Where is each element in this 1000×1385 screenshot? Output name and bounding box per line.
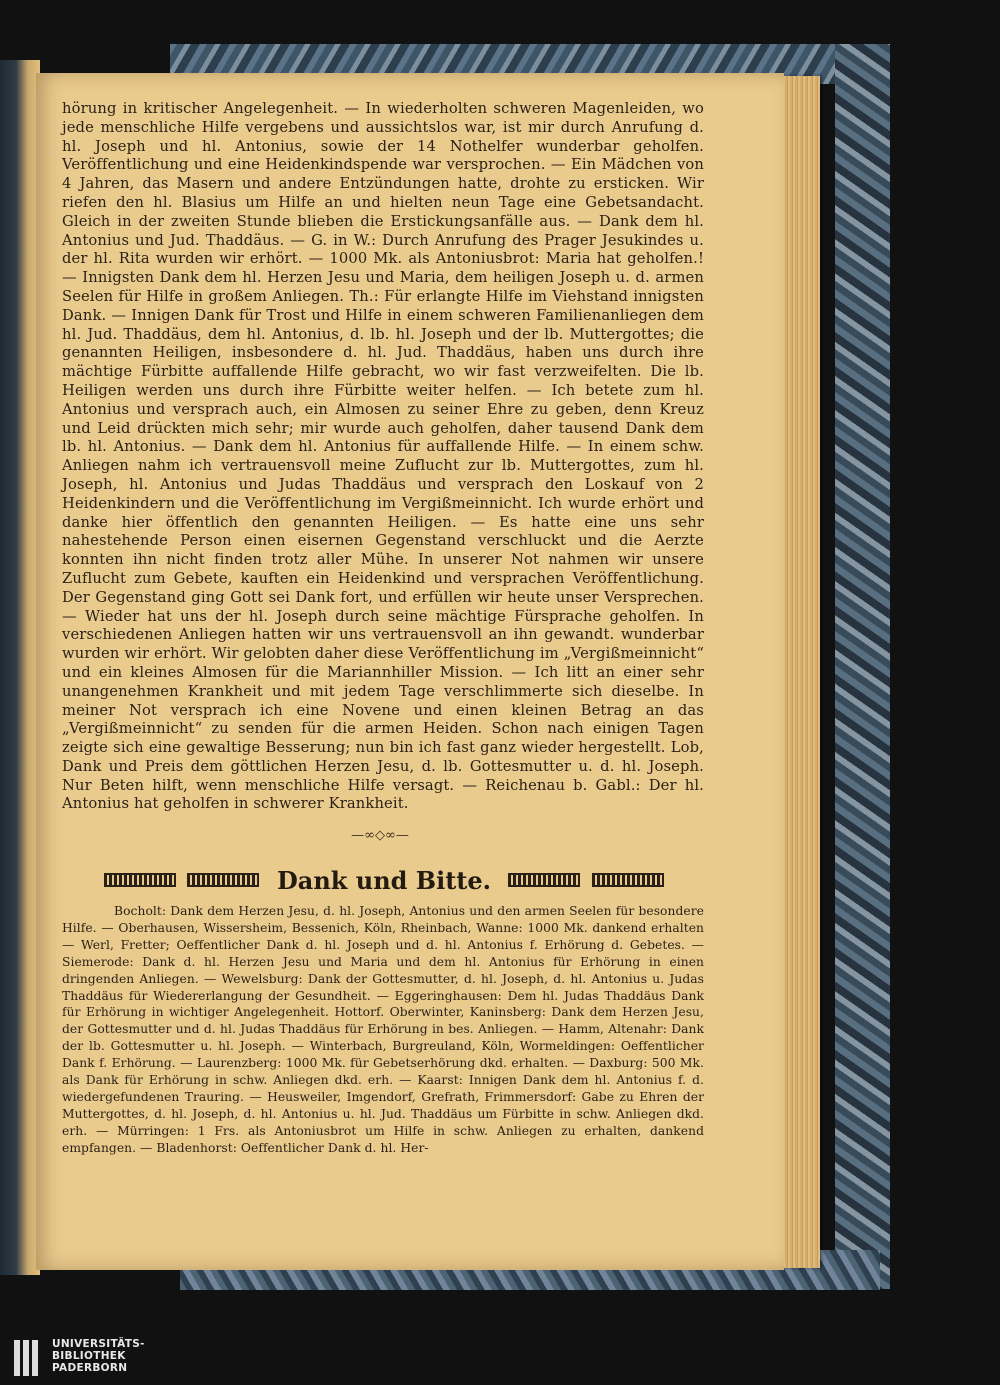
section-heading-row xyxy=(104,860,664,900)
logo-line-2: BIBLIOTHEK xyxy=(52,1350,126,1362)
page-stack-edge xyxy=(780,76,820,1268)
ornament-divider: —∞◇∞— xyxy=(351,828,409,843)
library-logo-icon xyxy=(14,1340,46,1376)
ornamental-band-right-2 xyxy=(592,873,664,887)
small-print-paragraph: Bocholt: Dank dem Herzen Jesu, d. hl. Joseph, Antonius und den armen Seelen für besondere Hilfe. — Oberhausen, Wissersheim, Bessenich, Köln, Rheinbach, Wanne: 1000 Mk. dankend erhalten — Werl, Fretter; Oeffentlicher Dank d. hl. Joseph und d. hl. Antonius f. Erhörung d. Gebetes. — Siemerode: Dank d. hl. Herzen Jesu und Maria und dem hl. Antonius für Erhörung in einen dringenden Anliegen. — Wewelsburg: Dank der Gottesmutter, d. hl. Joseph, d. hl. Antonius u. Judas Thaddäus für Wiedererlangung der Gesundheit. — Eggeringhausen: Dem hl. Judas Thaddäus Dank für Erhörung in wichtiger Angelegenheit. Hottorf. Oberwinter, Kaninsberg: Dank dem Herzen Jesu, der Gottesmutter und d. hl. Judas Thaddäus für Erhörung in bes. Anliegen. — Hamm, Altenahr: Dank der lb. Gottesmutter u. hl. Joseph. — Winterbach, Burgreuland, Köln, Wormeldingen: Oeffentlicher Dank f. Erhörung. — Laurenzberg: 1000 Mk. für Gebetserhörung dkd. erhalten. — Daxburg: 500 Mk. als Dank für Erhörung in schw. Anliegen dkd. erh. — Kaarst: Innigen Dank dem hl. Antonius f. d. wiedergefundenen Trauring. — Heusweiler, Imgendorf, Grefrath, Frimmersdorf: Gabe zu Ehren der Muttergottes, d. hl. Joseph, d. hl. Antonius u. hl. Jud. Thaddäus um Fürbitte in schw. Anliegen dkd. erh. — Mürringen: 1 Frs. als Antoniusbrot um Hilfe in schw. Anliegen zu erhalten, dankend empfangen. — Bladenhorst: Oeffentlicher Dank d. hl. Her- xyxy=(62,904,704,1155)
ornamental-band-right-1 xyxy=(508,873,580,887)
logo-line-1: UNIVERSITÄTS- xyxy=(52,1338,145,1350)
library-logo-text xyxy=(52,1338,212,1374)
ornamental-band-left-2 xyxy=(187,873,259,887)
logo-line-3: PADERBORN xyxy=(52,1362,128,1374)
section-heading: Dank und Bitte. xyxy=(276,865,491,895)
marbled-cover-right xyxy=(835,44,890,1289)
left-page-edge xyxy=(0,60,40,1275)
ornamental-band-left-1 xyxy=(104,873,176,887)
body-paragraph: hörung in kritischer Angelegenheit. — In wiederholten schweren Magenleiden, wo jede menschliche Hilfe vergebens und aussichtslos war, ist mir durch Anrufung d. hl. Joseph und hl. Antonius, sowie der 14 Nothelfer wunderbar geholfen. Veröffentlichung und eine Heidenkindspende war versprochen. — Ein Mädchen von 4 Jahren, das Masern und andere Entzündungen hatte, drohte zu ersticken. Wir riefen den hl. Blasius um Hilfe an und hielten neun Tage eine Gebetsandacht. Gleich in der zweiten Stunde blieben die Erstickungsanfälle aus. — Dank dem hl. Antonius und Jud. Thaddäus. — G. in W.: Durch Anrufung des Prager Jesukindes u. der hl. Rita wurden wir erhört. — 1000 Mk. als Antoniusbrot: Maria hat geholfen.! — Innigsten Dank dem hl. Herzen Jesu und Maria, dem heiligen Joseph u. d. armen Seelen für Hilfe in großem Anliegen. Th.: Für erlangte Hilfe im Viehstand innigsten Dank. — Innigen Dank für Trost und Hilfe in einem schweren Familienanliegen dem hl. Jud. Thaddäus, dem hl. Antonius, d. lb. hl. Joseph und der lb. Muttergottes; die genannten Heiligen, insbesondere d. hl. Jud. Thaddäus, haben uns durch ihre mächtige Fürbitte auffallende Hilfe gebracht, wo wir fast verzweifelten. Die lb. Heiligen werden uns durch ihre Fürbitte weiter helfen. — Ich betete zum hl. Antonius und versprach auch, ein Almosen zu seiner Ehre zu geben, denn Kreuz und Leid drückten mich sehr; mir wurde auch geholfen, daher tausend Dank dem lb. hl. Antonius. — Dank dem hl. Antonius für auffallende Hilfe. — In einem schw. Anliegen nahm ich vertrauensvoll meine Zuflucht zur lb. Muttergottes, zum hl. Joseph, hl. Antonius und Judas Thaddäus und versprach den Loskauf von 2 Heidenkindern und die Veröffentlichung im Vergißmeinnicht. Ich wurde erhört und danke hier öffentlich den genannten Heiligen. — Es hatte eine uns sehr nahestehende Person einen eisernen Gegenstand verschluckt und die Aerzte konnten ihn nicht finden trotz aller Mühe. In unserer Not nahmen wir unsere Zuflucht zum Gebete, kauften ein Heidenkind und versprachen Veröffentlichung. Der Gegenstand ging Gott sei Dank fort, und erfüllen wir heute unser Versprechen. — Wieder hat uns der hl. Joseph durch seine mächtige Fürsprache geholfen. In verschiedenen Anliegen hatten wir uns vertrauensvoll an ihn gewandt. wunderbar wurden wir erhört. Wir gelobten daher diese Veröffentlichung im „Vergißmeinnicht“ und ein kleines Almosen für die Mariannhiller Mission. — Ich litt an einer sehr unangenehmen Krankheit und mit jedem Tage verschlimmerte sich dieselbe. In meiner Not versprach ich eine Novene und einen kleinen Betrag an das „Vergißmeinnicht“ zu senden für die armen Heiden. Schon nach einigen Tagen zeigte sich eine gewaltige Besserung; nun bin ich fast ganz wieder hergestellt. Lob, Dank und Preis dem göttlichen Herzen Jesu, d. lb. Gottesmutter u. d. hl. Joseph. Nur Beten hilft, wenn menschliche Hilfe versagt. — Reichenau b. Gabl.: Der hl. Antonius hat geholfen in schwerer Krankheit. xyxy=(62,100,704,813)
